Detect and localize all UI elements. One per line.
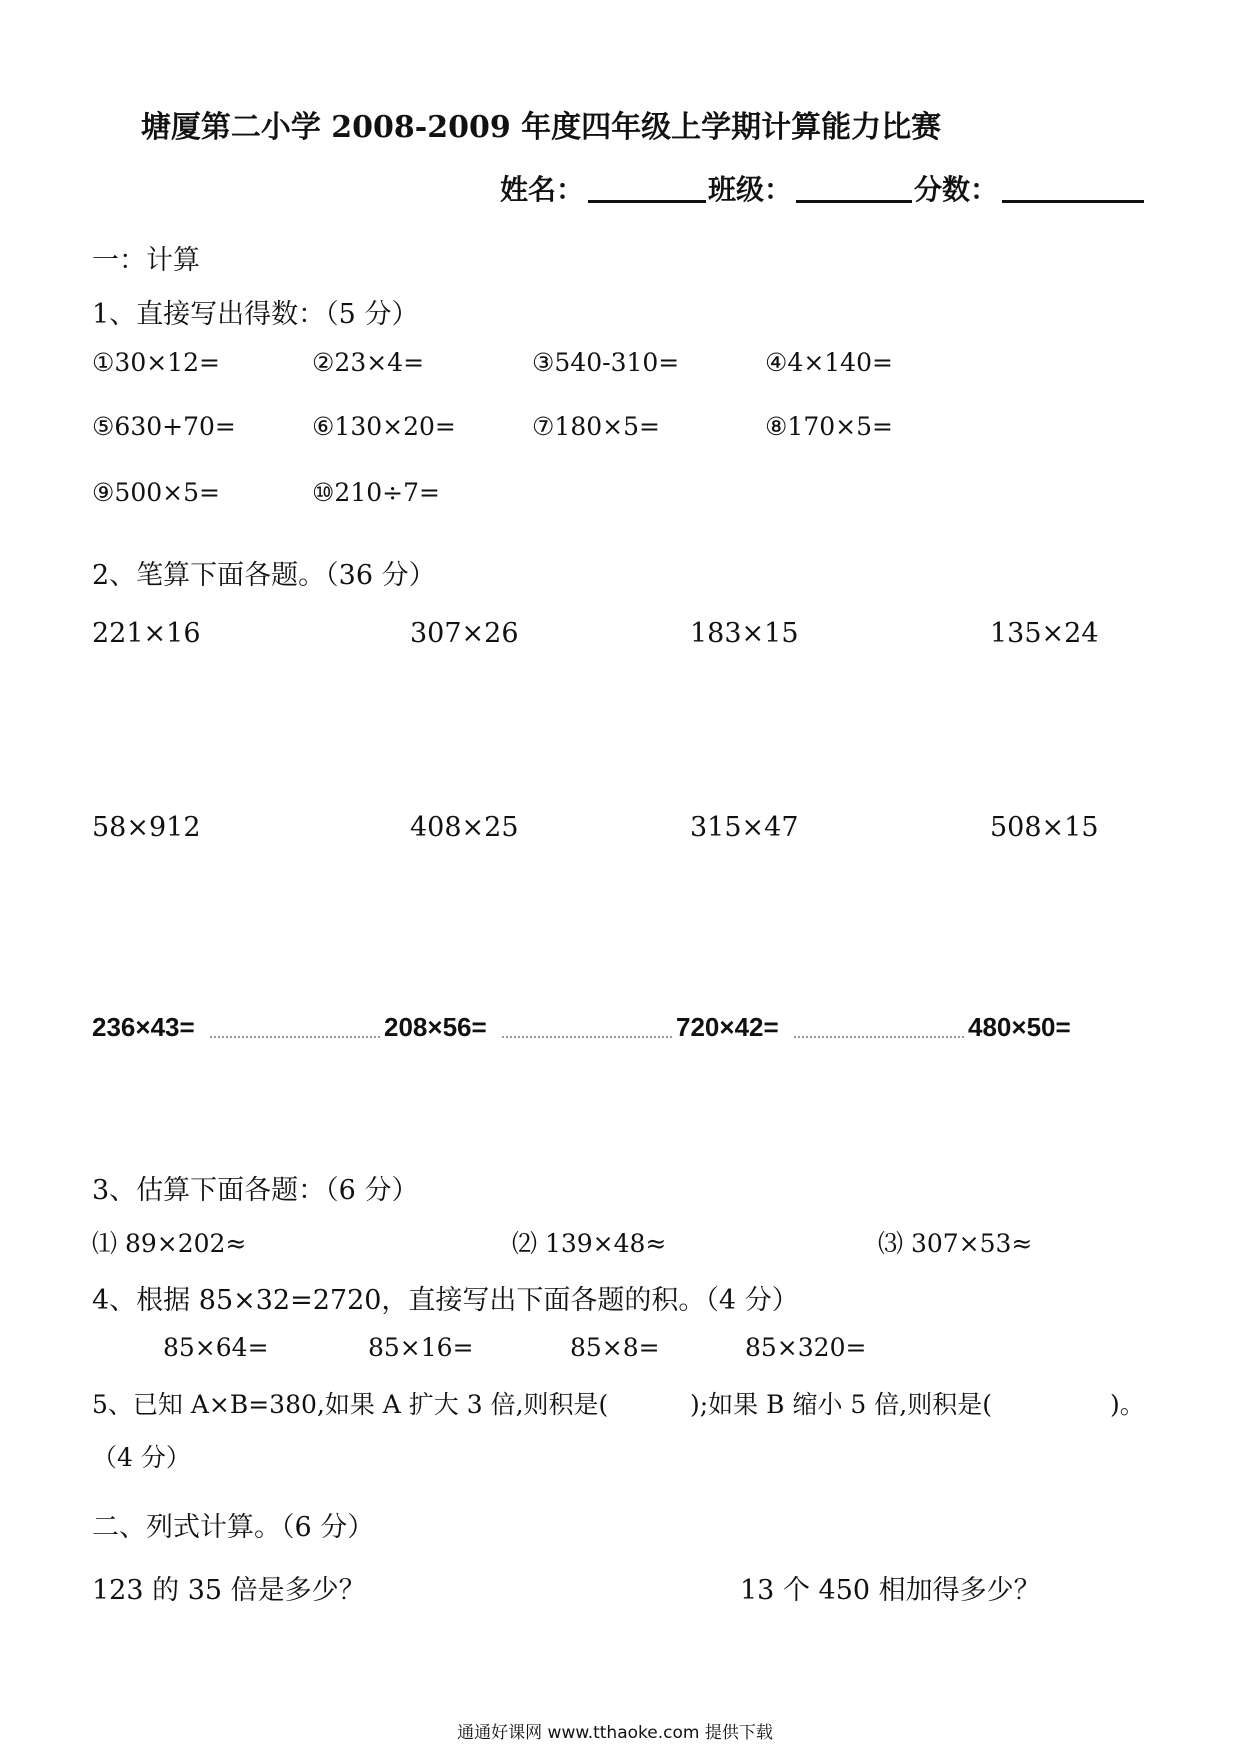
q1-heading: 1、直接写出得数：（5 分） <box>92 299 419 330</box>
dotted-leader <box>502 1036 672 1038</box>
q1-item: ⑤630+70= <box>92 412 236 441</box>
dotted-leader <box>210 1036 380 1038</box>
q1-item: ②23×4= <box>312 348 425 377</box>
q3-item: ⑶ 307×53≈ <box>878 1229 1033 1258</box>
q1-item: ④4×140= <box>765 348 893 377</box>
section2-item: 13 个 450 相加得多少？ <box>740 1575 1041 1606</box>
q5-part1: 5、已知 A×B=380,如果 A 扩大 3 倍,则积是( <box>92 1390 609 1419</box>
q3-heading: 3、估算下面各题：（6 分） <box>92 1175 419 1206</box>
dotted-leader <box>794 1036 964 1038</box>
q2-problem: 315×47 <box>690 812 799 843</box>
q2-problem: 307×26 <box>410 618 519 649</box>
q2-problem: 236×43= <box>92 1012 195 1042</box>
q2-problem: 135×24 <box>990 618 1099 649</box>
q1-item: ⑧170×5= <box>765 412 893 441</box>
section2-heading: 二、列式计算。（6 分） <box>92 1512 375 1543</box>
q3-item: ⑴ 89×202≈ <box>92 1229 247 1258</box>
section1-heading: 一：计算 <box>92 245 200 276</box>
q2-problem: 408×25 <box>410 812 519 843</box>
q3-item: ⑵ 139×48≈ <box>512 1229 667 1258</box>
q1-item: ③540-310= <box>532 348 680 377</box>
q2-problem: 508×15 <box>990 812 1099 843</box>
q2-problem: 480×50= <box>968 1012 1071 1042</box>
q4-item: 85×16= <box>368 1333 474 1362</box>
q4-item: 85×8= <box>570 1333 660 1362</box>
q5-part2: );如果 B 缩小 5 倍,则积是( <box>690 1390 992 1419</box>
q1-item: ⑥130×20= <box>312 412 456 441</box>
q5-part3: )。 <box>1110 1390 1145 1419</box>
q1-item: ⑩210÷7= <box>312 478 440 507</box>
page-title: 塘厦第二小学 2008-2009 年度四年级上学期计算能力比赛 <box>140 110 942 145</box>
q2-problem: 208×56= <box>384 1012 487 1042</box>
name-label: 姓名： <box>500 173 585 206</box>
q2-problem: 183×15 <box>690 618 799 649</box>
footer-credit: 通通好课网 www.tthaoke.com 提供下载 <box>457 1723 773 1743</box>
name-blank[interactable] <box>588 200 706 203</box>
q2-problem: 221×16 <box>92 618 201 649</box>
q4-item: 85×320= <box>745 1333 867 1362</box>
class-blank[interactable] <box>796 200 912 203</box>
section2-item: 123 的 35 倍是多少？ <box>92 1575 366 1606</box>
q5-score: （4 分） <box>92 1443 191 1472</box>
score-blank[interactable] <box>1002 200 1144 203</box>
score-label: 分数： <box>914 173 999 206</box>
q1-item: ⑦180×5= <box>532 412 660 441</box>
q1-item: ⑨500×5= <box>92 478 220 507</box>
q4-heading: 4、根据 85×32=2720，直接写出下面各题的积。（4 分） <box>92 1285 799 1316</box>
q2-problem: 720×42= <box>676 1012 779 1042</box>
q4-item: 85×64= <box>163 1333 269 1362</box>
q2-problem: 58×912 <box>92 812 201 843</box>
class-label: 班级： <box>708 173 793 206</box>
q1-item: ①30×12= <box>92 348 220 377</box>
q2-heading: 2、笔算下面各题。（36 分） <box>92 560 436 591</box>
